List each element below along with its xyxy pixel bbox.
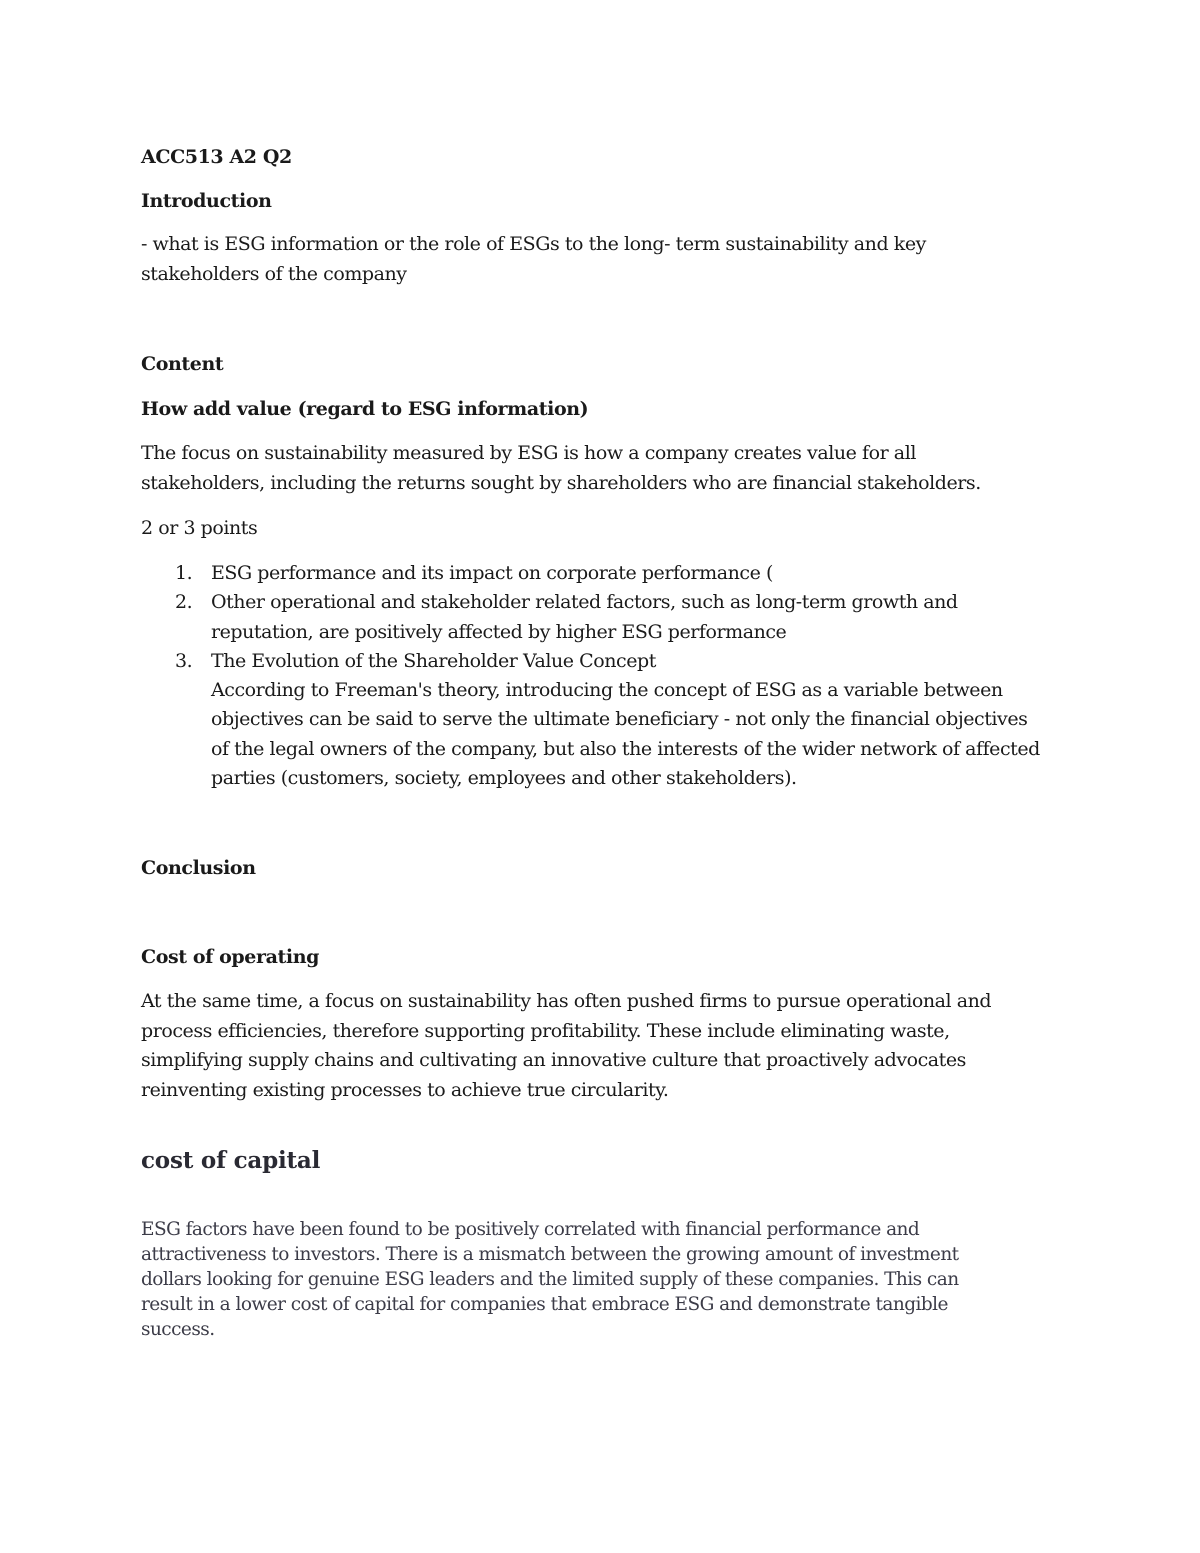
cost-of-operating-heading: Cost of operating [141, 946, 320, 968]
text-line: Other operational and stakeholder related factors, such as long-term growth and [211, 591, 958, 614]
cost-of-capital-paragraph [141, 1217, 959, 1342]
text-line: process efficiencies, therefore supporting profitability. These include eliminating waste, [141, 1019, 950, 1042]
text-line: According to Freeman's theory, introducing the concept of ESG as a variable between [211, 679, 1003, 702]
text-line: attractiveness to investors. There is a mismatch between the growing amount of investment [141, 1244, 959, 1265]
text-line: result in a lower cost of capital for companies that embrace ESG and demonstrate tangible [141, 1294, 948, 1315]
introduction-paragraph [141, 230, 926, 289]
text-line: parties (customers, society, employees and other stakeholders). [211, 767, 797, 790]
text-line: stakeholders of the company [141, 262, 407, 285]
how-add-value-heading: How add value (regard to ESG information) [141, 398, 589, 420]
text-line: success. [141, 1319, 215, 1340]
list-item [141, 559, 1040, 588]
content-heading: Content [141, 353, 224, 375]
text-line: simplifying supply chains and cultivating an innovative culture that proactively advocates [141, 1049, 966, 1071]
points-label: 2 or 3 points [141, 517, 258, 539]
introduction-heading: Introduction [141, 190, 272, 212]
conclusion-heading: Conclusion [141, 857, 256, 879]
text-line: - what is ESG information or the role of ESGs to the long- term sustainability and key [141, 233, 926, 255]
document-title: ACC513 A2 Q2 [141, 146, 292, 168]
text-line: dollars looking for genuine ESG leaders and the limited supply of these companies. This can [141, 1269, 959, 1290]
text-line: reputation, are positively affected by higher ESG performance [211, 620, 787, 643]
text-line: The Evolution of the Shareholder Value Concept [211, 649, 656, 672]
text-line: ESG performance and its impact on corporate performance ( [211, 562, 773, 584]
list-number: 2. [175, 591, 193, 614]
text-line: At the same time, a focus on sustainability has often pushed firms to pursue operational and [141, 990, 992, 1012]
content-paragraph [141, 439, 981, 498]
list-number: 1. [175, 562, 193, 584]
list-number: 3. [175, 649, 193, 672]
points-list [141, 559, 1040, 793]
text-line: stakeholders, including the returns sought by shareholders who are financial stakeholders. [141, 471, 981, 494]
text-line: ESG factors have been found to be positively correlated with financial performance and [141, 1219, 920, 1240]
cost-of-operating-paragraph [141, 987, 991, 1105]
text-line: of the legal owners of the company, but also the interests of the wider network of affected [211, 737, 1040, 760]
text-line: The focus on sustainability measured by ESG is how a company creates value for all [141, 442, 916, 464]
cost-of-capital-heading: cost of capital [141, 1147, 321, 1174]
text-line: objectives can be said to serve the ultimate beneficiary - not only the financial objectives [211, 708, 1028, 731]
list-item [141, 588, 1040, 647]
text-line: reinventing existing processes to achieve true circularity. [141, 1078, 669, 1101]
list-item [141, 647, 1040, 793]
